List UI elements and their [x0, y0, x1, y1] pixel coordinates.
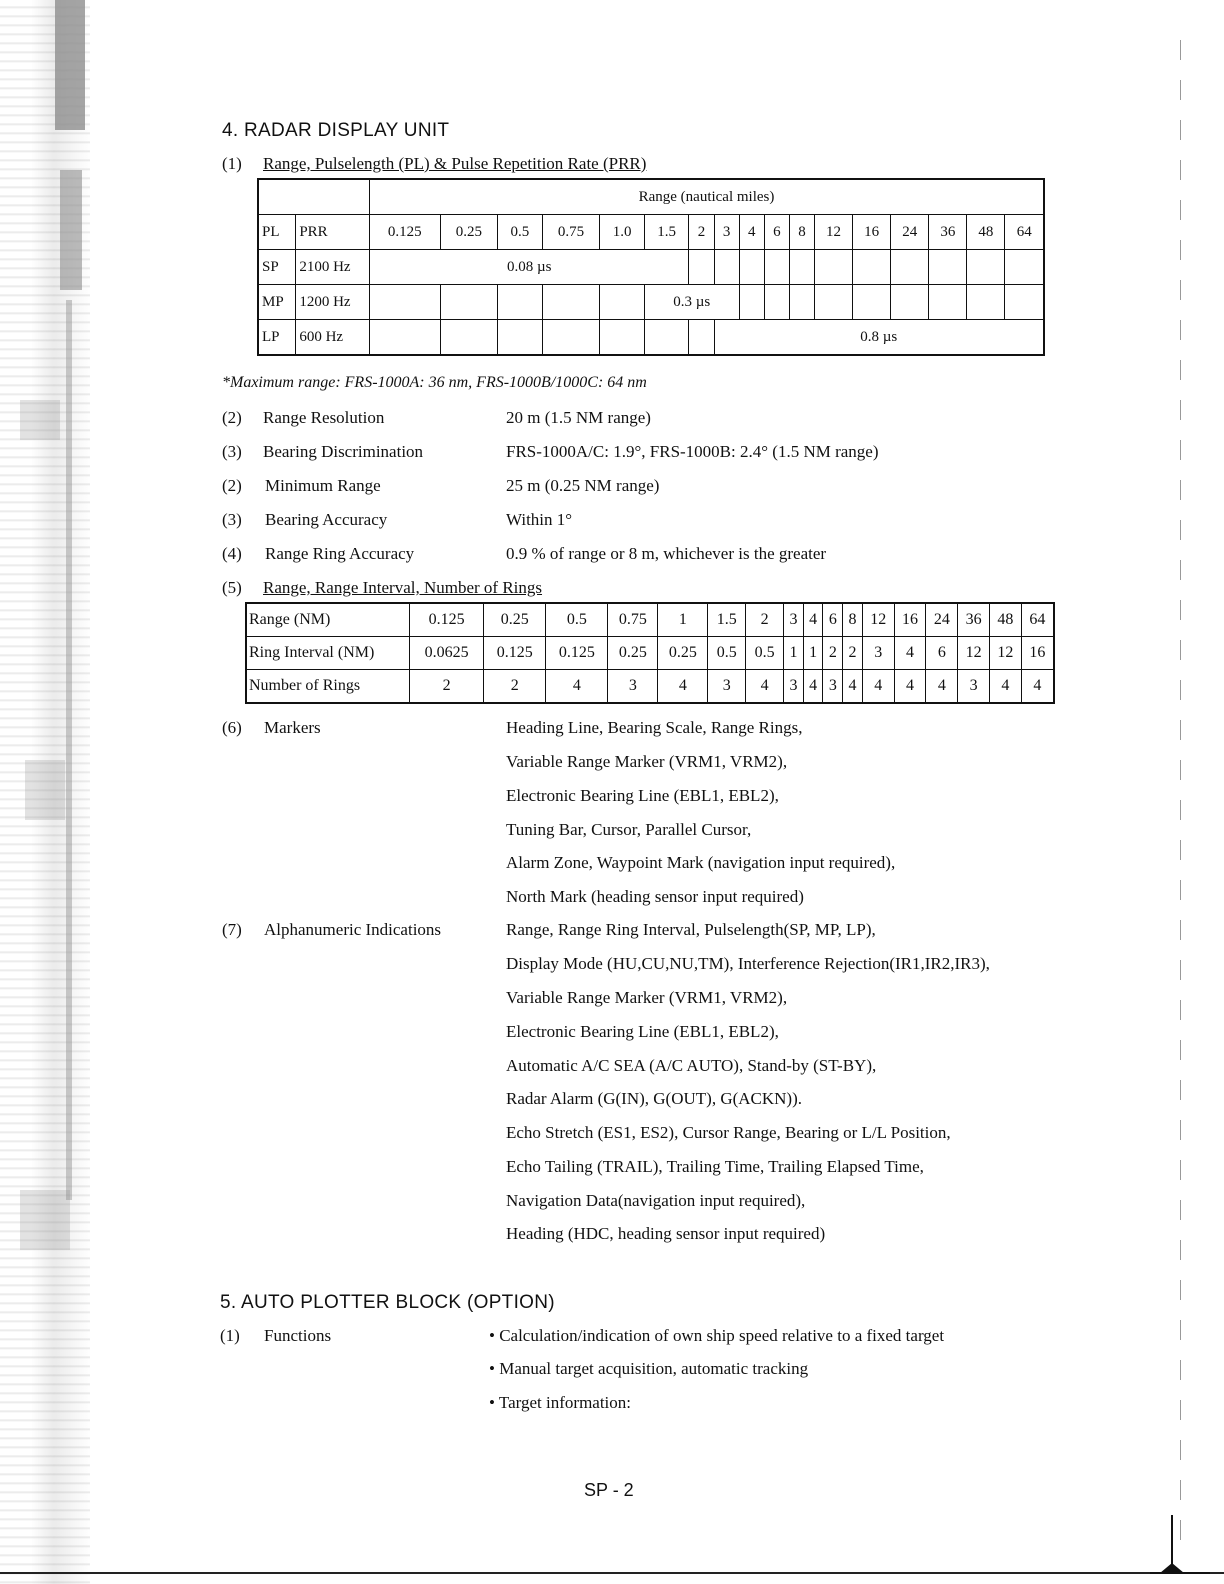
- table-cell: 0.25: [484, 603, 546, 637]
- spec-label: Bearing Discrimination: [263, 442, 424, 461]
- spec-value: FRS-1000A/C: 1.9°, FRS-1000B: 2.4° (1.5 NM range): [506, 442, 879, 461]
- marker-line: Heading Line, Bearing Scale, Range Rings,: [506, 718, 803, 737]
- empty-cell: [764, 250, 789, 285]
- indication-line: Heading (HDC, heading sensor input required): [506, 1224, 826, 1243]
- scan-right-edge-line: [1180, 40, 1181, 1540]
- range-header: Range (nautical miles): [370, 179, 1045, 215]
- table-row: [246, 670, 1054, 704]
- empty-cell: [853, 285, 891, 320]
- function-bullet: • Manual target acquisition, automatic tracking: [489, 1359, 809, 1378]
- row-label: Range (NM): [246, 603, 410, 637]
- indication-line: Electronic Bearing Line (EBL1, EBL2),: [506, 1022, 779, 1041]
- empty-header-cell: [258, 179, 370, 215]
- empty-cell: [967, 250, 1005, 285]
- empty-cell: [764, 285, 789, 320]
- pl-header: PL: [258, 215, 296, 250]
- spec-number: (2): [222, 408, 242, 427]
- empty-cell: [891, 250, 929, 285]
- spec-value: Within 1°: [506, 510, 573, 529]
- scan-edge-noise: [0, 0, 90, 1584]
- empty-cell: [370, 285, 441, 320]
- range-cell: 0.5: [498, 215, 543, 250]
- table-cell: 16: [1021, 637, 1054, 670]
- function-text: Manual target acquisition, automatic tracking: [499, 1359, 809, 1378]
- table-cell: 0.125: [546, 637, 608, 670]
- indication-line: Automatic A/C SEA (A/C AUTO), Stand-by (ST-BY),: [506, 1056, 877, 1075]
- table-cell: 1.5: [708, 603, 746, 637]
- table-row: [258, 285, 1044, 320]
- marker-line: Electronic Bearing Line (EBL1, EBL2),: [506, 786, 779, 805]
- table-cell: 64: [1021, 603, 1054, 637]
- table-row: [246, 637, 1054, 670]
- spec-number: (4): [222, 544, 242, 563]
- table-cell: 6: [926, 637, 958, 670]
- empty-cell: [929, 250, 967, 285]
- table-cell: 4: [1021, 670, 1054, 704]
- indication-line: Display Mode (HU,CU,NU,TM), Interference Rejection(IR1,IR2,IR3),: [506, 954, 990, 973]
- mp-prr: 1200 Hz: [296, 285, 370, 320]
- spec-number: (3): [222, 510, 242, 529]
- table-cell: 3: [823, 670, 843, 704]
- scan-corner-mark: [1150, 1515, 1210, 1575]
- range-cell: 2: [689, 215, 714, 250]
- row-label: Number of Rings: [246, 670, 410, 704]
- table-cell: 0.75: [608, 603, 658, 637]
- range-cell: 4: [739, 215, 764, 250]
- item-5-label: Range, Range Interval, Number of Rings: [263, 578, 543, 597]
- empty-cell: [815, 285, 853, 320]
- function-text: Target information:: [498, 1393, 632, 1412]
- table-cell: 0.5: [746, 637, 784, 670]
- section-4-title: 4. RADAR DISPLAY UNIT: [222, 120, 450, 141]
- lp-pulse-value: 0.8 µs: [714, 320, 1044, 356]
- mp-pulse-value: 0.3 µs: [644, 285, 739, 320]
- page-number: SP - 2: [584, 1480, 634, 1500]
- empty-cell: [600, 285, 645, 320]
- range-cell: 8: [789, 215, 814, 250]
- indication-line: Navigation Data(navigation input required),: [506, 1191, 806, 1210]
- table-row: [246, 603, 1054, 637]
- row-label: Ring Interval (NM): [246, 637, 410, 670]
- table-cell: 2: [410, 670, 484, 704]
- table-cell: 0.125: [410, 603, 484, 637]
- empty-cell: [440, 285, 498, 320]
- function-bullet: • Calculation/indication of own ship speed relative to a fixed target: [489, 1326, 945, 1345]
- table-cell: 2: [823, 637, 843, 670]
- marker-line: North Mark (heading sensor input required): [506, 887, 804, 906]
- item-7-number: (7): [222, 920, 242, 939]
- empty-cell: [739, 250, 764, 285]
- table-cell: 24: [926, 603, 958, 637]
- table-cell: 6: [823, 603, 843, 637]
- range-cell: 16: [853, 215, 891, 250]
- spec-label: Bearing Accuracy: [265, 510, 388, 529]
- table-cell: 3: [958, 670, 990, 704]
- table-cell: 3: [784, 603, 804, 637]
- functions-number: (1): [220, 1326, 240, 1345]
- table-cell: 4: [658, 670, 708, 704]
- item-7-label: Alphanumeric Indications: [264, 920, 442, 939]
- table-cell: 4: [803, 670, 823, 704]
- range-cell: 64: [1005, 215, 1044, 250]
- marker-line: Alarm Zone, Waypoint Mark (navigation input required),: [506, 853, 896, 872]
- item-6-label: Markers: [264, 718, 321, 737]
- range-cell: 1.0: [600, 215, 645, 250]
- table-cell: 0.5: [546, 603, 608, 637]
- empty-cell: [440, 320, 498, 356]
- range-cell: 12: [815, 215, 853, 250]
- indication-line: Echo Tailing (TRAIL), Trailing Time, Trailing Elapsed Time,: [506, 1157, 924, 1176]
- empty-cell: [789, 285, 814, 320]
- range-cell: 24: [891, 215, 929, 250]
- empty-cell: [853, 250, 891, 285]
- spec-number: (3): [222, 442, 242, 461]
- table-cell: 2: [746, 603, 784, 637]
- function-bullet: • Target information:: [489, 1393, 632, 1412]
- range-cell: 1.5: [644, 215, 689, 250]
- scan-bottom-edge-line: [0, 1572, 1224, 1574]
- table-row: [258, 320, 1044, 356]
- range-cell: 48: [967, 215, 1005, 250]
- spec-value: 25 m (0.25 NM range): [506, 476, 660, 495]
- table-cell: 3: [784, 670, 804, 704]
- table-cell: 8: [843, 603, 863, 637]
- range-cell: 36: [929, 215, 967, 250]
- empty-cell: [739, 285, 764, 320]
- functions-label: Functions: [264, 1326, 332, 1345]
- table-cell: 4: [926, 670, 958, 704]
- table-cell: 4: [746, 670, 784, 704]
- function-text: Calculation/indication of own ship speed relative to a fixed target: [499, 1326, 945, 1345]
- indication-line: Range, Range Ring Interval, Pulselength(SP, MP, LP),: [506, 920, 876, 939]
- table-cell: 12: [990, 637, 1022, 670]
- sp-prr: 2100 Hz: [296, 250, 370, 285]
- spec-label: Range Resolution: [263, 408, 385, 427]
- sp-label: SP: [258, 250, 296, 285]
- mp-label: MP: [258, 285, 296, 320]
- table-cell: 1: [658, 603, 708, 637]
- table-cell: 12: [862, 603, 894, 637]
- empty-cell: [644, 320, 689, 356]
- empty-cell: [542, 320, 600, 356]
- marker-line: Tuning Bar, Cursor, Parallel Cursor,: [506, 820, 752, 839]
- spec-label: Range Ring Accuracy: [265, 544, 415, 563]
- empty-cell: [600, 320, 645, 356]
- item-1-label: Range, Pulselength (PL) & Pulse Repetition Rate (PRR): [263, 154, 647, 173]
- empty-cell: [542, 285, 600, 320]
- empty-cell: [498, 285, 543, 320]
- range-cell: 0.75: [542, 215, 600, 250]
- sp-pulse-value: 0.08 µs: [370, 250, 689, 285]
- empty-cell: [1005, 285, 1044, 320]
- pulselength-table: [257, 178, 1045, 356]
- range-rings-table: [245, 602, 1055, 704]
- table-row: [258, 250, 1044, 285]
- table-cell: 16: [894, 603, 926, 637]
- lp-prr: 600 Hz: [296, 320, 370, 356]
- table-cell: 4: [546, 670, 608, 704]
- empty-cell: [789, 250, 814, 285]
- table-row: [258, 179, 1044, 215]
- table-cell: 4: [894, 670, 926, 704]
- table-cell: 2: [843, 637, 863, 670]
- lp-label: LP: [258, 320, 296, 356]
- empty-cell: [815, 250, 853, 285]
- table-cell: 2: [484, 670, 546, 704]
- table-cell: 0.5: [708, 637, 746, 670]
- empty-cell: [929, 285, 967, 320]
- section-5-title: 5. AUTO PLOTTER BLOCK (OPTION): [220, 1292, 555, 1313]
- table-cell: 4: [894, 637, 926, 670]
- spec-label: Minimum Range: [265, 476, 381, 495]
- table-cell: 3: [862, 637, 894, 670]
- table-cell: 3: [708, 670, 746, 704]
- table-cell: 0.125: [484, 637, 546, 670]
- table-cell: 0.25: [658, 637, 708, 670]
- range-cell: 6: [764, 215, 789, 250]
- marker-line: Variable Range Marker (VRM1, VRM2),: [506, 752, 788, 771]
- item-1-number: (1): [222, 154, 242, 173]
- spec-value: 0.9 % of range or 8 m, whichever is the greater: [506, 544, 827, 563]
- empty-cell: [498, 320, 543, 356]
- spec-number: (2): [222, 476, 242, 495]
- table-cell: 1: [784, 637, 804, 670]
- max-range-note: *Maximum range: FRS-1000A: 36 nm, FRS-1000B/1000C: 64 nm: [222, 374, 647, 391]
- empty-cell: [1005, 250, 1044, 285]
- indication-line: Radar Alarm (G(IN), G(OUT), G(ACKN)).: [506, 1089, 802, 1108]
- spec-value: 20 m (1.5 NM range): [506, 408, 651, 427]
- table-cell: 0.25: [608, 637, 658, 670]
- empty-cell: [689, 320, 714, 356]
- prr-header: PRR: [296, 215, 370, 250]
- empty-cell: [689, 250, 714, 285]
- table-cell: 4: [803, 603, 823, 637]
- table-cell: 48: [990, 603, 1022, 637]
- empty-cell: [370, 320, 441, 356]
- table-cell: 3: [608, 670, 658, 704]
- range-cell: 0.125: [370, 215, 441, 250]
- table-cell: 36: [958, 603, 990, 637]
- empty-cell: [891, 285, 929, 320]
- table-cell: 12: [958, 637, 990, 670]
- table-cell: 4: [843, 670, 863, 704]
- range-cell: 3: [714, 215, 739, 250]
- indication-line: Variable Range Marker (VRM1, VRM2),: [506, 988, 788, 1007]
- table-row: [258, 215, 1044, 250]
- empty-cell: [967, 285, 1005, 320]
- table-cell: 4: [990, 670, 1022, 704]
- item-6-number: (6): [222, 718, 242, 737]
- table-cell: 1: [803, 637, 823, 670]
- indication-line: Echo Stretch (ES1, ES2), Cursor Range, Bearing or L/L Position,: [506, 1123, 951, 1142]
- table-cell: 4: [862, 670, 894, 704]
- table-cell: 0.0625: [410, 637, 484, 670]
- item-5-number: (5): [222, 578, 242, 597]
- empty-cell: [714, 250, 739, 285]
- range-cell: 0.25: [440, 215, 498, 250]
